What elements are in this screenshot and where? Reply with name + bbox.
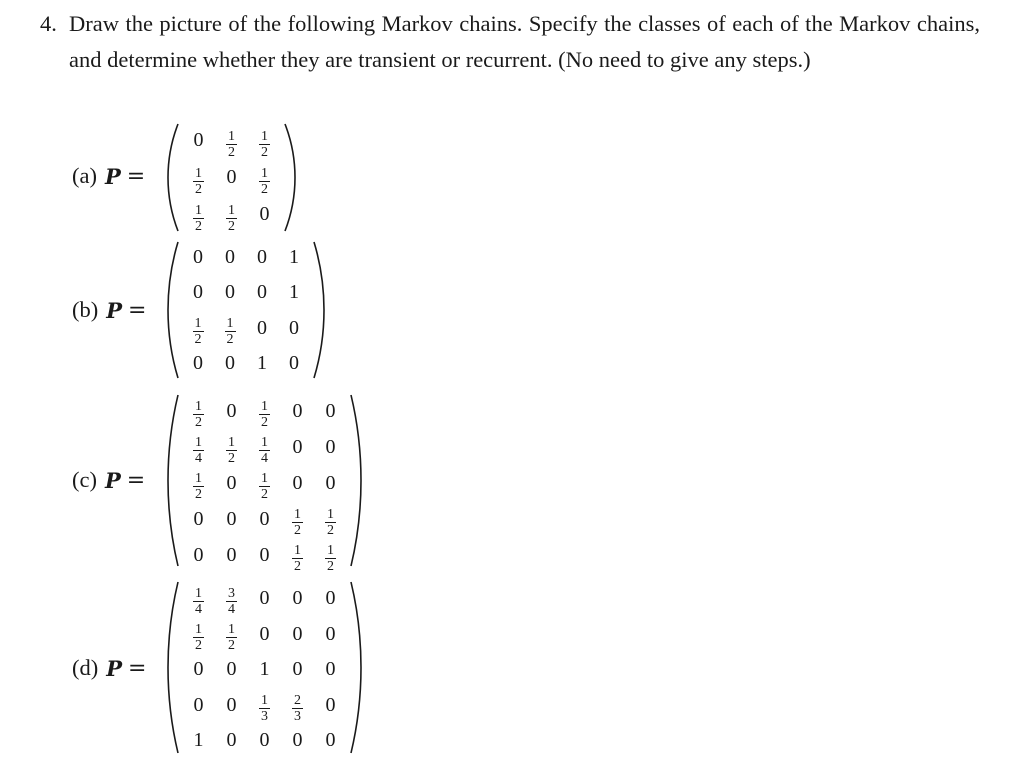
fraction-denominator: 2: [195, 638, 202, 653]
matrix-entry-fraction: [259, 400, 270, 429]
matrix-entry-fraction: [325, 508, 336, 537]
matrix-cell: [314, 723, 347, 758]
matrix-entry: 0: [292, 399, 303, 422]
matrix-entry: 0: [259, 586, 270, 609]
fraction-denominator: 2: [261, 415, 268, 430]
fraction-numerator: 1: [261, 693, 268, 708]
equals-sign: =: [128, 655, 147, 681]
matrix-entry: 0: [226, 729, 237, 751]
matrix-cell: [246, 240, 278, 275]
matrix-row: [182, 240, 310, 275]
fraction-numerator: 1: [195, 471, 202, 486]
matrix-entry: 0: [325, 399, 336, 422]
matrix-cell: [248, 723, 281, 758]
matrix-row: [182, 159, 281, 196]
matrix-entry: 0: [292, 729, 303, 751]
matrix-cell: [182, 429, 215, 465]
fraction-denominator: 2: [294, 523, 301, 538]
fraction-denominator: 2: [261, 181, 268, 197]
matrix-cell: [182, 723, 215, 758]
matrix-cell: [246, 275, 278, 310]
fraction-denominator: 2: [195, 487, 202, 502]
matrix-cell: [281, 501, 314, 537]
right-parenthesis: [349, 393, 363, 568]
left-parenthesis: [166, 393, 180, 568]
matrix-symbol: P: [104, 467, 121, 493]
matrix-grid: [182, 580, 347, 758]
fraction-denominator: 2: [194, 332, 202, 347]
matrix-entry: 0: [259, 507, 270, 530]
matrix-row: [182, 122, 281, 159]
matrix-entry: 0: [193, 129, 204, 151]
fraction-numerator: 1: [294, 507, 301, 522]
fraction-numerator: 1: [228, 128, 235, 144]
fraction-denominator: 2: [228, 144, 235, 160]
fraction-denominator: 3: [294, 709, 301, 724]
right-parenthesis: [349, 580, 363, 755]
matrix-cell: [182, 346, 214, 381]
fraction-numerator: 1: [194, 316, 202, 331]
equals-sign: =: [128, 297, 147, 323]
fraction-numerator: 1: [261, 128, 268, 144]
fraction-denominator: 4: [228, 602, 235, 617]
matrix-cell: [278, 275, 310, 310]
fraction-denominator: 2: [228, 218, 235, 234]
matrix-entry-fraction: [292, 694, 303, 723]
matrix-entry: 0: [325, 622, 336, 645]
matrix-cell: [215, 580, 248, 616]
left-parenthesis: [166, 580, 180, 755]
matrix-cell: [214, 240, 246, 275]
matrix-cell: [182, 122, 215, 159]
matrix-entry: 0: [226, 693, 237, 716]
matrix-entry: 0: [259, 203, 270, 225]
matrix-entry-fraction: [193, 472, 204, 501]
matrix-cell: [314, 580, 347, 616]
matrix-cell: [182, 616, 215, 652]
matrix-cell: [278, 346, 310, 381]
matrix-cell: [281, 616, 314, 652]
matrix-grid: [182, 240, 310, 381]
problem-statement: [40, 6, 980, 78]
matrix-entry-fraction: [259, 472, 270, 501]
matrix-entry-fraction: [226, 204, 237, 233]
matrix-entry-fraction: [193, 167, 204, 196]
matrix-cell: [281, 537, 314, 573]
matrix-cell: [214, 310, 246, 346]
matrix-cell: [248, 687, 281, 723]
fraction-denominator: 2: [327, 559, 334, 574]
matrix-entry-fraction: [193, 400, 204, 429]
problem-number: 4.: [40, 11, 57, 36]
matrix-entry: 0: [259, 543, 270, 566]
matrix-cell: [248, 429, 281, 465]
matrix-cell: [314, 393, 347, 429]
matrix-cell: [182, 159, 215, 196]
fraction-numerator: 1: [294, 543, 301, 558]
matrix-entry-fraction: [226, 436, 237, 465]
matrix-entry: 0: [257, 316, 267, 339]
matrix-cell: [314, 652, 347, 687]
matrix-entry-fraction: [259, 694, 270, 723]
fraction-denominator: 2: [226, 332, 234, 347]
matrix-grid: [182, 393, 347, 573]
matrix-row: [182, 580, 347, 616]
matrix-cell: [182, 652, 215, 687]
matrix-entry: 0: [325, 586, 336, 609]
matrix-cell: [215, 393, 248, 429]
matrix-entry: 0: [259, 622, 270, 645]
matrix-cell: [215, 122, 248, 159]
matrix-entry: 0: [225, 246, 235, 268]
matrix-cell: [182, 501, 215, 537]
matrix-cell: [215, 159, 248, 196]
matrix-entry: 0: [225, 352, 235, 374]
fraction-denominator: 4: [195, 602, 202, 617]
matrix-cell: [215, 687, 248, 723]
fraction-denominator: 2: [327, 523, 334, 538]
matrix-cell: [248, 196, 281, 233]
fraction-denominator: 2: [195, 181, 202, 197]
fraction-numerator: 1: [195, 622, 202, 637]
matrix-entry: 0: [292, 622, 303, 645]
part-letter: (a): [72, 163, 97, 188]
fraction-numerator: 1: [228, 435, 235, 450]
matrix-cell: [182, 240, 214, 275]
matrix-entry: 0: [292, 658, 303, 680]
matrix-entry-fraction: [193, 587, 204, 616]
matrix-cell: [281, 393, 314, 429]
matrix-cell: [214, 275, 246, 310]
matrix-entry-fraction: [292, 508, 303, 537]
fraction-numerator: 1: [195, 202, 202, 218]
right-parenthesis: [312, 240, 326, 380]
matrix-row: [182, 537, 347, 573]
matrix-cell: [281, 580, 314, 616]
fraction-numerator: 1: [327, 543, 334, 558]
matrix-entry: 0: [325, 658, 336, 680]
matrix-entry-fraction: [325, 544, 336, 573]
matrix-entry-fraction: [193, 317, 204, 346]
matrix-entry: 0: [257, 281, 267, 303]
matrix-cell: [248, 616, 281, 652]
matrix-cell: [278, 310, 310, 346]
matrix-entry: 0: [226, 658, 237, 680]
fraction-denominator: 4: [195, 451, 202, 466]
fraction-denominator: 3: [261, 709, 268, 724]
matrix-cell: [281, 687, 314, 723]
matrix-row: [182, 196, 281, 233]
fraction-numerator: 3: [228, 586, 235, 601]
fraction-numerator: 1: [261, 435, 268, 450]
part-label: [72, 292, 146, 328]
left-parenthesis: [166, 240, 180, 380]
part-label: [72, 650, 146, 686]
matrix-cell: [314, 616, 347, 652]
matrix-entry: 0: [325, 471, 336, 494]
matrix-cell: [182, 310, 214, 346]
matrix-cell: [314, 501, 347, 537]
matrix-entry: 0: [292, 435, 303, 458]
fraction-numerator: 1: [195, 435, 202, 450]
matrix-entry: 1: [289, 281, 299, 303]
matrix-cell: [215, 429, 248, 465]
matrix-cell: [214, 346, 246, 381]
matrix-cell: [314, 465, 347, 501]
matrix-cell: [182, 687, 215, 723]
matrix-cell: [248, 501, 281, 537]
part-letter: (b): [72, 297, 99, 322]
matrix-entry: 0: [289, 316, 299, 339]
transition-matrix: [166, 393, 363, 574]
matrix-entry-fraction: [292, 544, 303, 573]
matrix-row: [182, 616, 347, 652]
matrix-row: [182, 687, 347, 723]
matrix-cell: [215, 537, 248, 573]
matrix-entry: 0: [226, 543, 237, 566]
matrix-row: [182, 346, 310, 381]
matrix-entry: 0: [259, 729, 270, 751]
matrix-entry: 0: [292, 471, 303, 494]
matrix-cell: [248, 465, 281, 501]
matrix-entry-fraction: [226, 623, 237, 652]
matrix-entry: 0: [289, 352, 299, 374]
fraction-denominator: 2: [294, 559, 301, 574]
matrix-entry: 0: [226, 471, 237, 494]
matrix-grid: [182, 122, 281, 233]
matrix-entry: 0: [325, 435, 336, 458]
matrix-cell: [215, 196, 248, 233]
matrix-cell: [248, 393, 281, 429]
matrix-cell: [215, 616, 248, 652]
matrix-row: [182, 652, 347, 687]
matrix-cell: [248, 652, 281, 687]
matrix-entry-fraction: [193, 436, 204, 465]
matrix-cell: [246, 310, 278, 346]
matrix-entry: 0: [193, 658, 204, 680]
matrix-entry: 0: [226, 399, 237, 422]
matrix-cell: [215, 652, 248, 687]
matrix-cell: [248, 122, 281, 159]
matrix-cell: [215, 501, 248, 537]
transition-matrix: [166, 580, 363, 755]
matrix-entry: 1: [289, 246, 299, 268]
matrix-entry: 0: [226, 166, 237, 188]
fraction-numerator: 1: [195, 586, 202, 601]
matrix-entry-fraction: [225, 317, 236, 346]
matrix-entry-fraction: [226, 130, 237, 159]
matrix-entry: 0: [193, 352, 203, 374]
matrix-cell: [314, 687, 347, 723]
fraction-numerator: 1: [226, 316, 234, 331]
matrix-row: [182, 465, 347, 501]
matrix-cell: [281, 429, 314, 465]
matrix-entry-fraction: [259, 167, 270, 196]
equals-sign: =: [126, 163, 146, 189]
matrix-cell: [182, 465, 215, 501]
fraction-numerator: 1: [327, 507, 334, 522]
fraction-numerator: 1: [261, 471, 268, 486]
matrix-entry: 0: [193, 507, 204, 530]
fraction-numerator: 1: [261, 399, 268, 414]
matrix-symbol: P: [104, 163, 121, 189]
matrix-row: [182, 501, 347, 537]
fraction-denominator: 2: [261, 487, 268, 502]
matrix-cell: [215, 723, 248, 758]
fraction-numerator: 2: [294, 693, 301, 708]
fraction-numerator: 1: [261, 165, 268, 181]
matrix-entry: 1: [193, 729, 204, 751]
matrix-entry: 1: [257, 352, 267, 374]
matrix-entry-fraction: [259, 130, 270, 159]
matrix-entry-fraction: [259, 436, 270, 465]
matrix-cell: [182, 275, 214, 310]
fraction-denominator: 2: [195, 415, 202, 430]
fraction-denominator: 2: [228, 451, 235, 466]
fraction-denominator: 4: [261, 451, 268, 466]
matrix-cell: [248, 537, 281, 573]
matrix-row: [182, 429, 347, 465]
matrix-row: [182, 393, 347, 429]
matrix-entry: 0: [226, 507, 237, 530]
matrix-entry: 0: [193, 693, 204, 716]
matrix-entry: 0: [193, 281, 203, 303]
transition-matrix: [166, 240, 326, 380]
matrix-entry: 0: [257, 246, 267, 268]
matrix-cell: [314, 537, 347, 573]
matrix-cell: [314, 429, 347, 465]
right-parenthesis: [283, 122, 297, 233]
equals-sign: =: [126, 467, 146, 493]
matrix-entry: 0: [193, 246, 203, 268]
matrix-symbol: P: [106, 655, 123, 681]
matrix-entry-fraction: [193, 623, 204, 652]
fraction-numerator: 1: [195, 165, 202, 181]
fraction-numerator: 1: [228, 202, 235, 218]
matrix-cell: [281, 652, 314, 687]
fraction-numerator: 1: [195, 399, 202, 414]
matrix-entry: 0: [193, 543, 204, 566]
matrix-entry: 0: [292, 586, 303, 609]
matrix-symbol: P: [106, 297, 123, 323]
fraction-numerator: 1: [228, 622, 235, 637]
matrix-cell: [248, 159, 281, 196]
matrix-cell: [182, 393, 215, 429]
matrix-entry-fraction: [226, 587, 237, 616]
matrix-entry: 0: [325, 729, 336, 751]
part-label: [72, 462, 145, 498]
left-parenthesis: [166, 122, 180, 233]
matrix-row: [182, 310, 310, 346]
matrix-cell: [248, 580, 281, 616]
matrix-row: [182, 723, 347, 758]
fraction-denominator: 2: [261, 144, 268, 160]
matrix-entry: 1: [259, 658, 270, 680]
matrix-cell: [281, 723, 314, 758]
matrix-entry: 0: [225, 281, 235, 303]
matrix-cell: [281, 465, 314, 501]
part-letter: (d): [72, 655, 99, 680]
matrix-entry: 0: [325, 693, 336, 716]
matrix-entry-fraction: [193, 204, 204, 233]
part-letter: (c): [72, 467, 97, 492]
matrix-cell: [215, 465, 248, 501]
matrix-row: [182, 275, 310, 310]
transition-matrix: [166, 122, 297, 233]
fraction-denominator: 2: [195, 218, 202, 234]
matrix-cell: [278, 240, 310, 275]
matrix-cell: [182, 580, 215, 616]
part-label: [72, 158, 145, 194]
matrix-cell: [182, 196, 215, 233]
matrix-cell: [182, 537, 215, 573]
fraction-denominator: 2: [228, 638, 235, 653]
matrix-cell: [246, 346, 278, 381]
problem-text: Draw the picture of the following Markov chains. Specify the classes of each of the Markov chains, and determine whether they are transient or recurrent. (No need to give any steps.): [69, 11, 980, 72]
